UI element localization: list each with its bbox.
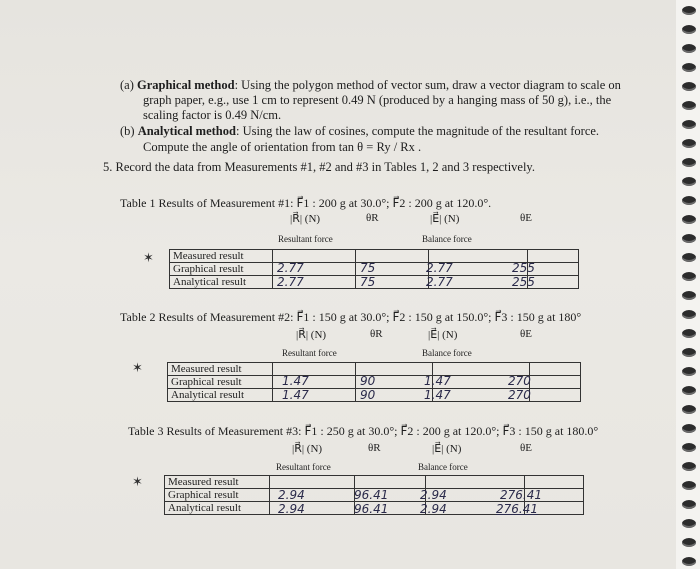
spiral-coil: [682, 424, 696, 433]
table3-header-theta-e: θE: [520, 442, 532, 454]
spiral-coil: [682, 63, 696, 72]
spiral-coil: [682, 253, 696, 262]
spiral-coil: [682, 44, 696, 53]
spiral-coil: [682, 196, 696, 205]
table3-hw-theta-e-graphical: 276.41: [500, 488, 542, 502]
spiral-coil: [682, 538, 696, 547]
spiral-coil: [682, 481, 696, 490]
table2-caption: Table 2 Results of Measurement #2: F⃗1 : 150 g at 30.0°; F⃗2 : 150 g at 150.0°; F⃗3 : 150 g at 180°: [120, 310, 582, 324]
table2-hw-r-analytical: 1.47: [282, 388, 309, 402]
spiral-coil: [682, 348, 696, 357]
spiral-coil: [682, 139, 696, 148]
table1-star-mark: ✶: [143, 250, 154, 265]
spiral-coil: [682, 120, 696, 129]
spiral-coil: [682, 519, 696, 528]
table2-hw-r-graphical: 1.47: [282, 374, 309, 388]
table2-header-theta-e: θE: [520, 328, 532, 340]
table3-star-mark: ✶: [132, 474, 143, 489]
table3-header-e: |E⃗| (N): [432, 443, 462, 455]
spiral-coil: [682, 557, 696, 566]
table3-header-r: |R⃗| (N): [292, 443, 323, 455]
table3-hw-r-graphical: 2.94: [278, 488, 305, 502]
spiral-coil: [682, 386, 696, 395]
spiral-coil: [682, 158, 696, 167]
table3-resultant-label: Resultant force: [276, 462, 331, 472]
item-a-line1: (a) Graphical method: Using the polygon method of vector sum, draw a vector diagram to scale on: [120, 78, 621, 92]
spiral-coil: [682, 405, 696, 414]
spiral-coil: [682, 234, 696, 243]
table2-hw-theta-e-graphical: 270: [508, 374, 531, 388]
table2-row-label: Analytical result: [168, 389, 273, 402]
table2-header-theta-r: θR: [370, 328, 383, 340]
spiral-coil: [682, 443, 696, 452]
table3-hw-e-analytical: 2.94: [420, 502, 447, 516]
table2-hw-theta-r-graphical: 90: [360, 374, 376, 388]
spiral-coil: [682, 329, 696, 338]
table1-header-theta-r: θR: [366, 212, 379, 224]
spiral-coil: [682, 500, 696, 509]
spiral-coil: [682, 310, 696, 319]
table1-caption: Table 1 Results of Measurement #1: F⃗1 : 200 g at 30.0°; F⃗2 : 200 g at 120.0°.: [120, 196, 492, 210]
spiral-coil: [682, 291, 696, 300]
table1-hw-e-graphical: 2.77: [426, 261, 453, 275]
table3-row-label: Measured result: [165, 476, 270, 489]
table3-caption: Table 3 Results of Measurement #3: F⃗1 : 250 g at 30.0°; F⃗2 : 200 g at 120.0°; F⃗3 : 150 g at 180.0°: [128, 424, 599, 438]
item-5: 5. Record the data from Measurements #1, #2 and #3 in Tables 1, 2 and 3 respectively.: [103, 160, 535, 174]
table2-hw-theta-e-analytical: 270: [508, 388, 531, 402]
spiral-coil: [682, 462, 696, 471]
table1-row-label: Measured result: [170, 250, 273, 263]
item-a-line3: scaling factor is 0.49 N/cm.: [143, 108, 282, 122]
table1-hw-r-graphical: 2.77: [277, 261, 304, 275]
spiral-coil: [682, 367, 696, 376]
table1-row-label: Graphical result: [170, 263, 273, 276]
table2-header-e: |E⃗| (N): [428, 329, 458, 341]
spiral-coil: [682, 272, 696, 281]
table2-hw-e-graphical: 1.47: [424, 374, 451, 388]
table2-hw-e-analytical: 1.47: [424, 388, 451, 402]
spiral-coil: [682, 82, 696, 91]
table2-star-mark: ✶: [132, 360, 143, 375]
table1-hw-e-analytical: 2.77: [426, 275, 453, 289]
item-b-line1: (b) Analytical method: Using the law of cosines, compute the magnitude of the resultant force.: [120, 124, 600, 138]
table1-hw-r-analytical: 2.77: [277, 275, 304, 289]
table2-balance-label: Balance force: [422, 348, 472, 358]
table3-balance-label: Balance force: [418, 462, 468, 472]
table1-header-e: |E⃗| (N): [430, 213, 460, 225]
item-b-line2: Compute the angle of orientation from tan θ = Ry / Rx .: [143, 140, 422, 154]
table3-hw-theta-r-graphical: 96.41: [354, 488, 389, 502]
table1-row-label: Analytical result: [170, 276, 273, 289]
spiral-coil: [682, 215, 696, 224]
table3-hw-r-analytical: 2.94: [278, 502, 305, 516]
table1-hw-theta-e-analytical: 255: [512, 275, 535, 289]
table1-header-theta-e: θE: [520, 212, 532, 224]
table2-header-r: |R⃗| (N): [296, 329, 327, 341]
table1-hw-theta-r-graphical: 75: [360, 261, 376, 275]
table2-row-label: Measured result: [168, 363, 273, 376]
table3-row-label: Graphical result: [165, 489, 270, 502]
spiral-coil: [682, 25, 696, 34]
table3-header-theta-r: θR: [368, 442, 381, 454]
table3-hw-e-graphical: 2.94: [420, 488, 447, 502]
spiral-binding: [676, 0, 700, 569]
spiral-coil: [682, 6, 696, 15]
spiral-coil: [682, 177, 696, 186]
table2-row-label: Graphical result: [168, 376, 273, 389]
table1-hw-theta-r-analytical: 75: [360, 275, 376, 289]
table1-balance-label: Balance force: [422, 234, 472, 244]
table1-hw-theta-e-graphical: 255: [512, 261, 535, 275]
table2-hw-theta-r-analytical: 90: [360, 388, 376, 402]
table3-hw-theta-r-analytical: 96.41: [354, 502, 389, 516]
table2-resultant-label: Resultant force: [282, 348, 337, 358]
spiral-coil: [682, 101, 696, 110]
table3-row-label: Analytical result: [165, 502, 270, 515]
table1-resultant-label: Resultant force: [278, 234, 333, 244]
item-a-line2: graph paper, e.g., use 1 cm to represent 0.49 N (produced by a hanging mass of 50 g), i.e., the: [143, 93, 612, 107]
table1-header-r: |R⃗| (N): [290, 213, 321, 225]
table3-hw-theta-e-analytical: 276.41: [496, 502, 538, 516]
